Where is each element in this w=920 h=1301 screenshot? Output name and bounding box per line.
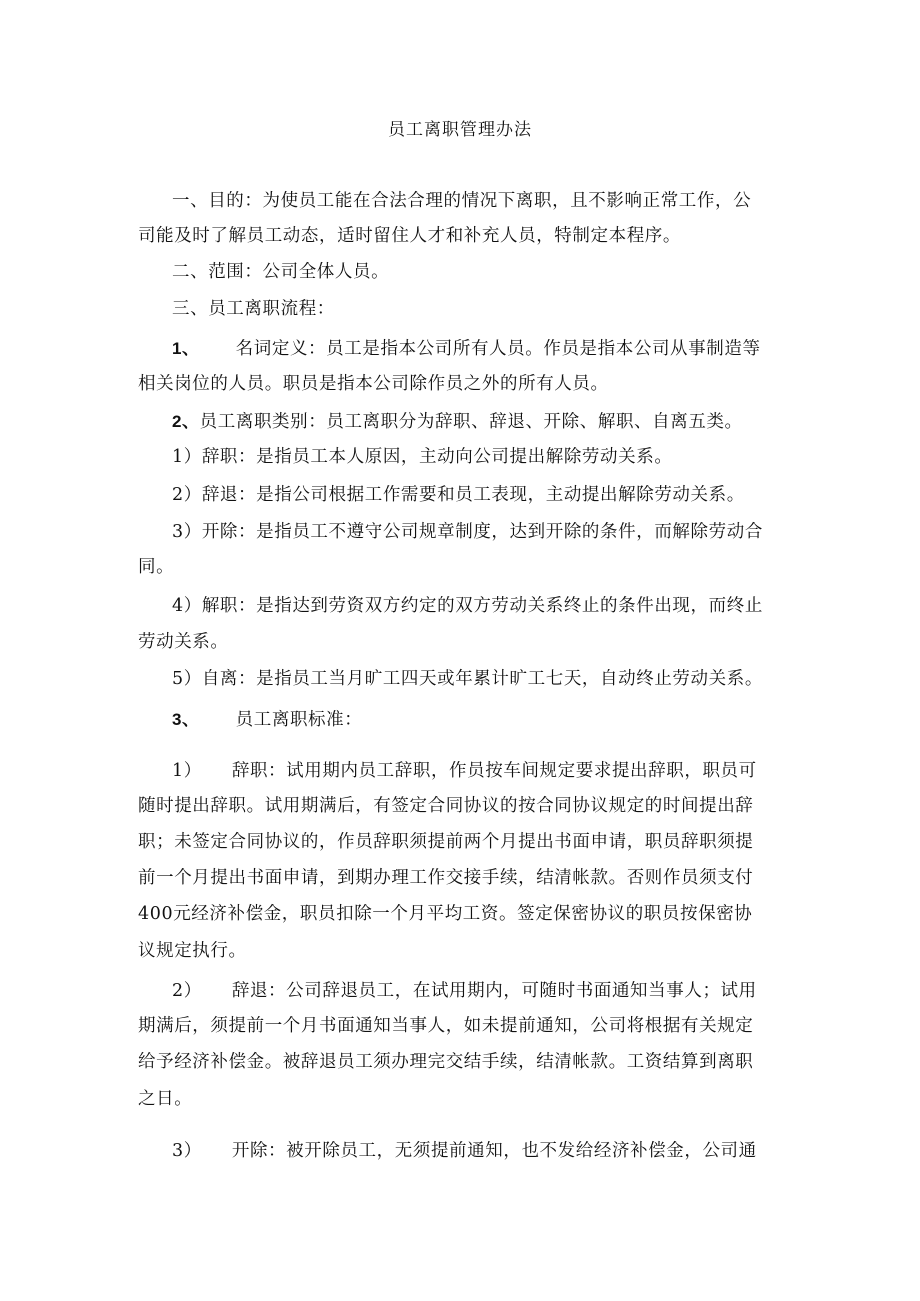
sub-absent: 5）自离：是指员工当月旷工四天或年累计旷工七天，自动终止劳动关系。 bbox=[172, 669, 763, 689]
std-dismiss-cont-3: 之日。 bbox=[138, 1089, 193, 1109]
sub-resign: 1）辞职：是指员工本人原因，主动向公司提出解除劳动关系。 bbox=[172, 447, 673, 467]
sub-expel: 3）开除：是指员工不遵守公司规章制度，达到开除的条件，而解除劳动合 bbox=[172, 522, 763, 542]
item-1-cont: 相关岗位的人员。职员是指本公司除作员之外的所有人员。 bbox=[138, 374, 609, 394]
para-purpose: 一、目的：为使员工能在合法合理的情况下离职，且不影响正常工作，公 bbox=[172, 191, 752, 211]
para-scope: 二、范围：公司全体人员。 bbox=[172, 262, 390, 282]
item-text: 名词定义：员工是指本公司所有人员。作员是指本公司从事制造等 bbox=[235, 339, 761, 359]
std-resign-cont-5: 议规定执行。 bbox=[138, 941, 247, 961]
std-dismiss-cont-1: 期满后，须提前一个月书面通知当事人，如未提前通知，公司将根据有关规定 bbox=[138, 1016, 754, 1036]
std-text: 辞退：公司辞退员工，在试用期内，可随时书面通知当事人；试用 bbox=[231, 981, 757, 1001]
item-text: 员工离职类别：员工离职分为辞职、辞退、开除、解职、自离五类。 bbox=[199, 412, 743, 432]
item-1 bbox=[172, 334, 822, 360]
document-title: 员工离职管理办法 bbox=[388, 120, 532, 140]
std-expel bbox=[172, 1137, 822, 1162]
std-resign-cont-3: 前一个月提出书面申请，到期办理工作交接手续，结清帐款。否则作员须支付 bbox=[138, 868, 754, 888]
std-resign-cont-2: 职；未签定合同协议的，作员辞职须提前两个月提出书面申请，职员辞职须提 bbox=[138, 832, 754, 852]
std-text: 开除：被开除员工，无须提前通知，也不发给经济补偿金，公司通 bbox=[231, 1141, 757, 1161]
std-dismiss bbox=[172, 977, 822, 1002]
std-resign-cont-1: 随时提出辞职。试用期满后，有签定合同协议的按合同协议规定的时间提出辞 bbox=[138, 796, 754, 816]
std-number: 1） bbox=[172, 761, 202, 781]
std-number: 3） bbox=[172, 1141, 202, 1161]
para-process-heading: 三、员工离职流程： bbox=[172, 299, 335, 319]
item-3 bbox=[172, 705, 822, 731]
std-number: 2） bbox=[172, 981, 202, 1001]
sub-terminate-cont: 劳动关系。 bbox=[138, 632, 229, 652]
std-text: 辞职：试用期内员工辞职，作员按车间规定要求提出辞职，职员可 bbox=[231, 761, 757, 781]
sub-expel-cont: 同。 bbox=[138, 557, 175, 577]
std-dismiss-cont-2: 给予经济补偿金。被辞退员工须办理完交结手续，结清帐款。工资结算到离职 bbox=[138, 1052, 754, 1072]
item-text: 员工离职标准： bbox=[235, 710, 363, 730]
sub-terminate: 4）解职：是指达到劳资双方约定的双方劳动关系终止的条件出现，而终止 bbox=[172, 596, 763, 616]
item-2 bbox=[172, 407, 822, 433]
std-resign-cont-4: 400元经济补偿金，职员扣除一个月平均工资。签定保密协议的职员按保密协 bbox=[138, 904, 753, 924]
item-number: 3、 bbox=[172, 710, 200, 729]
std-resign bbox=[172, 757, 822, 782]
para-purpose-cont: 司能及时了解员工动态，适时留住人才和补充人员，特制定本程序。 bbox=[138, 226, 681, 246]
sub-dismiss: 2）辞退：是指公司根据工作需要和员工表现，主动提出解除劳动关系。 bbox=[172, 485, 745, 505]
item-number: 2、 bbox=[172, 412, 200, 431]
item-number: 1、 bbox=[172, 339, 200, 358]
